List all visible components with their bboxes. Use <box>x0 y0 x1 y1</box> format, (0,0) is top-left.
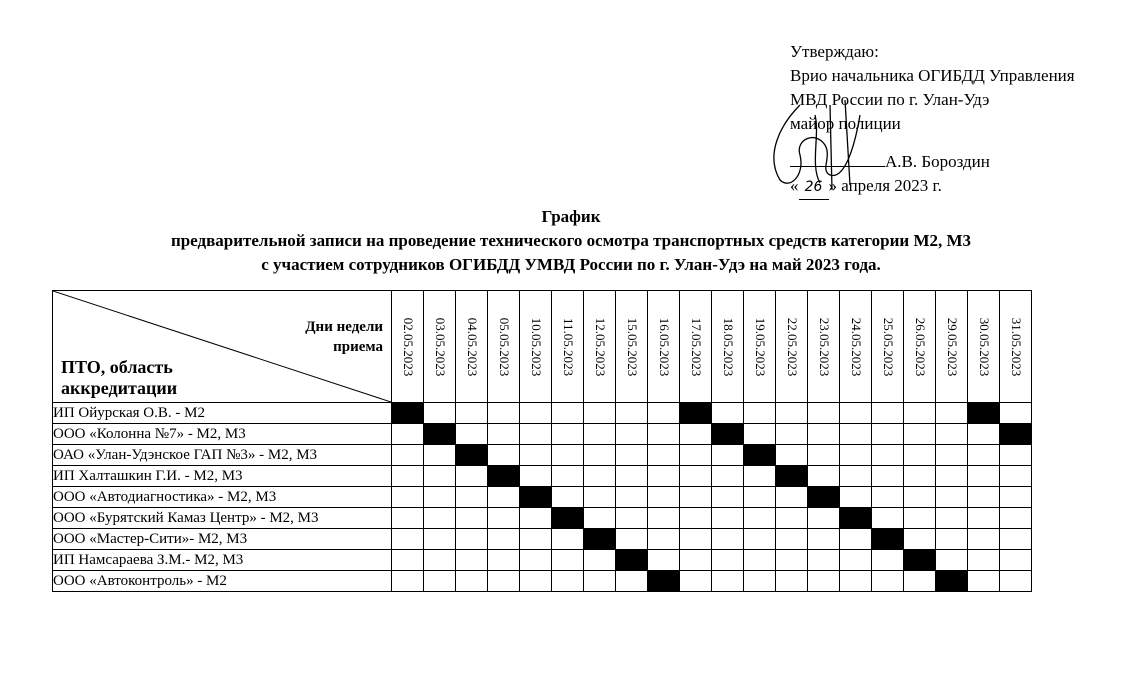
schedule-cell <box>776 550 808 571</box>
schedule-cell <box>552 529 584 550</box>
table-row <box>53 445 1032 466</box>
organization-name: ОАО «Улан-Удэнское ГАП №3» - М2, М3 <box>53 445 392 466</box>
schedule-cell-active <box>904 550 936 571</box>
schedule-cell <box>616 529 648 550</box>
date-label: 26.05.2023 <box>912 317 928 376</box>
schedule-cell <box>456 529 488 550</box>
schedule-cell <box>968 424 1000 445</box>
date-label: 02.05.2023 <box>400 317 416 376</box>
schedule-cell <box>392 424 424 445</box>
corner-days-line1: Дни недели <box>305 319 383 335</box>
schedule-cell <box>936 550 968 571</box>
schedule-cell <box>520 445 552 466</box>
schedule-cell <box>744 403 776 424</box>
schedule-cell <box>744 508 776 529</box>
schedule-cell-active <box>808 487 840 508</box>
schedule-cell <box>584 466 616 487</box>
schedule-cell <box>1000 508 1032 529</box>
schedule-cell <box>776 403 808 424</box>
schedule-cell <box>392 445 424 466</box>
schedule-cell <box>712 529 744 550</box>
schedule-cell <box>616 403 648 424</box>
schedule-cell <box>968 529 1000 550</box>
schedule-cell <box>552 424 584 445</box>
schedule-cell <box>424 571 456 592</box>
date-month-year: » апреля 2023 г. <box>828 176 942 195</box>
date-column-header <box>968 291 1000 403</box>
date-column-header <box>904 291 936 403</box>
schedule-cell <box>808 550 840 571</box>
schedule-cell <box>552 466 584 487</box>
date-label: 10.05.2023 <box>528 317 544 376</box>
schedule-cell <box>712 550 744 571</box>
schedule-cell <box>936 445 968 466</box>
table-row <box>53 466 1032 487</box>
schedule-cell <box>904 403 936 424</box>
table-header-row <box>53 291 1032 403</box>
schedule-cell <box>776 571 808 592</box>
schedule-cell <box>1000 571 1032 592</box>
schedule-cell <box>648 508 680 529</box>
date-label: 04.05.2023 <box>464 317 480 376</box>
schedule-cell <box>552 571 584 592</box>
schedule-cell-active <box>456 445 488 466</box>
date-label: 15.05.2023 <box>624 317 640 376</box>
schedule-cell <box>808 466 840 487</box>
schedule-cell <box>1000 445 1032 466</box>
schedule-cell <box>488 403 520 424</box>
schedule-cell <box>872 487 904 508</box>
schedule-cell <box>904 487 936 508</box>
schedule-cell <box>520 424 552 445</box>
schedule-cell-active <box>424 424 456 445</box>
schedule-cell <box>456 424 488 445</box>
schedule-cell <box>648 445 680 466</box>
schedule-cell <box>424 466 456 487</box>
schedule-cell <box>680 487 712 508</box>
schedule-cell <box>712 403 744 424</box>
date-column-header <box>744 291 776 403</box>
schedule-cell <box>680 466 712 487</box>
schedule-cell <box>712 466 744 487</box>
schedule-cell <box>1000 550 1032 571</box>
table-body <box>53 403 1032 592</box>
date-label: 12.05.2023 <box>592 317 608 376</box>
organization-name: ИП Халташкин Г.И. - М2, М3 <box>53 466 392 487</box>
schedule-cell <box>488 508 520 529</box>
schedule-cell <box>488 529 520 550</box>
schedule-cell <box>872 403 904 424</box>
organization-name: ООО «Мастер-Сити»- М2, М3 <box>53 529 392 550</box>
schedule-cell <box>456 466 488 487</box>
schedule-cell <box>840 424 872 445</box>
schedule-cell <box>968 508 1000 529</box>
date-label: 25.05.2023 <box>880 317 896 376</box>
schedule-cell <box>968 445 1000 466</box>
schedule-cell <box>840 571 872 592</box>
schedule-cell <box>680 550 712 571</box>
schedule-cell-active <box>392 403 424 424</box>
schedule-cell <box>680 508 712 529</box>
schedule-cell <box>872 550 904 571</box>
schedule-cell <box>744 571 776 592</box>
schedule-cell <box>424 403 456 424</box>
date-label: 29.05.2023 <box>944 317 960 376</box>
date-label: 16.05.2023 <box>656 317 672 376</box>
schedule-cell <box>904 466 936 487</box>
schedule-cell <box>680 571 712 592</box>
schedule-cell <box>840 466 872 487</box>
schedule-cell <box>776 508 808 529</box>
schedule-cell <box>680 529 712 550</box>
schedule-cell <box>616 508 648 529</box>
schedule-cell <box>648 424 680 445</box>
schedule-cell <box>520 529 552 550</box>
corner-days-label <box>305 317 383 357</box>
date-column-header <box>424 291 456 403</box>
date-column-header <box>872 291 904 403</box>
schedule-cell <box>424 445 456 466</box>
date-label: 18.05.2023 <box>720 317 736 376</box>
organization-name: ООО «Бурятский Камаз Центр» - М2, М3 <box>53 508 392 529</box>
date-column-header <box>1000 291 1032 403</box>
schedule-cell <box>936 403 968 424</box>
corner-pto-line1: ПТО, область <box>61 357 173 377</box>
corner-pto-label <box>61 357 177 399</box>
schedule-cell-active <box>584 529 616 550</box>
schedule-cell <box>520 571 552 592</box>
schedule-cell <box>424 550 456 571</box>
schedule-cell-active <box>936 571 968 592</box>
schedule-cell <box>392 529 424 550</box>
schedule-cell <box>456 508 488 529</box>
schedule-cell <box>904 445 936 466</box>
schedule-cell <box>840 487 872 508</box>
schedule-cell-active <box>648 571 680 592</box>
schedule-cell <box>1000 403 1032 424</box>
schedule-cell <box>392 550 424 571</box>
date-label: 24.05.2023 <box>848 317 864 376</box>
table-row <box>53 403 1032 424</box>
date-label: 30.05.2023 <box>976 317 992 376</box>
schedule-cell <box>808 508 840 529</box>
schedule-cell <box>648 403 680 424</box>
schedule-cell <box>488 550 520 571</box>
approval-heading: Утверждаю: <box>790 42 879 61</box>
schedule-cell <box>776 487 808 508</box>
schedule-cell <box>616 571 648 592</box>
schedule-cell-active <box>552 508 584 529</box>
date-column-header <box>552 291 584 403</box>
organization-name: ИП Намсараева З.М.- М2, М3 <box>53 550 392 571</box>
handwritten-signature <box>760 85 870 195</box>
document-title: График <box>541 207 601 226</box>
schedule-cell <box>872 424 904 445</box>
schedule-cell <box>616 445 648 466</box>
schedule-table <box>52 290 1032 592</box>
organization-name: ООО «Автодиагностика» - М2, М3 <box>53 487 392 508</box>
schedule-cell <box>840 445 872 466</box>
schedule-cell <box>520 403 552 424</box>
document-subtitle-1: предварительной записи на проведение технического осмотра транспортных средств категории М2, М3 <box>170 231 972 250</box>
date-column-header <box>456 291 488 403</box>
schedule-cell <box>424 487 456 508</box>
schedule-cell <box>584 424 616 445</box>
schedule-cell <box>552 403 584 424</box>
schedule-cell <box>680 445 712 466</box>
date-open-quote: « <box>790 176 799 195</box>
table-row <box>53 550 1032 571</box>
date-column-header <box>648 291 680 403</box>
date-column-header <box>392 291 424 403</box>
corner-days-line2: приема <box>333 339 383 355</box>
table-row <box>53 424 1032 445</box>
schedule-cell <box>584 487 616 508</box>
schedule-cell <box>392 571 424 592</box>
schedule-cell <box>936 424 968 445</box>
schedule-cell <box>872 445 904 466</box>
schedule-cell <box>648 466 680 487</box>
schedule-cell <box>456 487 488 508</box>
approval-rank: майор полиции <box>790 114 901 133</box>
schedule-cell-active <box>840 508 872 529</box>
schedule-cell <box>904 529 936 550</box>
schedule-cell <box>776 445 808 466</box>
date-column-header <box>488 291 520 403</box>
schedule-cell <box>872 571 904 592</box>
schedule-cell <box>744 424 776 445</box>
approval-department: МВД России по г. Улан-Удэ <box>790 90 990 109</box>
schedule-cell <box>808 445 840 466</box>
schedule-cell <box>552 487 584 508</box>
date-label: 11.05.2023 <box>560 317 576 376</box>
date-column-header <box>776 291 808 403</box>
schedule-cell <box>392 487 424 508</box>
signer-name: А.В. Бороздин <box>885 152 990 171</box>
schedule-cell <box>968 571 1000 592</box>
schedule-cell <box>1000 487 1032 508</box>
schedule-cell <box>808 571 840 592</box>
schedule-cell <box>968 550 1000 571</box>
schedule-cell <box>808 424 840 445</box>
schedule-cell <box>904 424 936 445</box>
schedule-cell-active <box>776 466 808 487</box>
date-label: 22.05.2023 <box>784 317 800 376</box>
date-column-header <box>840 291 872 403</box>
schedule-cell <box>712 487 744 508</box>
date-label: 19.05.2023 <box>752 317 768 376</box>
organization-name: ООО «Автоконтроль» - М2 <box>53 571 392 592</box>
date-label: 23.05.2023 <box>816 317 832 376</box>
schedule-cell <box>712 445 744 466</box>
schedule-cell <box>744 466 776 487</box>
schedule-cell <box>520 466 552 487</box>
schedule-cell <box>584 550 616 571</box>
schedule-cell <box>552 445 584 466</box>
schedule-cell <box>392 508 424 529</box>
schedule-cell-active <box>616 550 648 571</box>
schedule-cell <box>840 550 872 571</box>
table-row <box>53 529 1032 550</box>
schedule-cell-active <box>872 529 904 550</box>
table-corner-cell <box>53 291 392 403</box>
schedule-cell <box>648 529 680 550</box>
schedule-cell <box>584 445 616 466</box>
table-row <box>53 571 1032 592</box>
schedule-cell <box>456 571 488 592</box>
schedule-cell-active <box>968 403 1000 424</box>
schedule-cell <box>456 403 488 424</box>
schedule-cell-active <box>744 445 776 466</box>
schedule-cell <box>808 529 840 550</box>
schedule-cell <box>808 403 840 424</box>
schedule-cell <box>488 445 520 466</box>
date-label: 17.05.2023 <box>688 317 704 376</box>
date-day: 26 <box>799 175 829 200</box>
schedule-cell <box>520 550 552 571</box>
table-row <box>53 487 1032 508</box>
schedule-cell <box>584 571 616 592</box>
schedule-cell <box>872 508 904 529</box>
schedule-cell <box>680 424 712 445</box>
schedule-cell <box>616 487 648 508</box>
schedule-cell <box>520 508 552 529</box>
approval-position: Врио начальника ОГИБДД Управления <box>790 66 1075 85</box>
date-column-header <box>808 291 840 403</box>
schedule-cell-active <box>1000 424 1032 445</box>
organization-name: ИП Ойурская О.В. - М2 <box>53 403 392 424</box>
schedule-cell <box>872 466 904 487</box>
schedule-cell <box>840 403 872 424</box>
schedule-cell <box>712 571 744 592</box>
schedule-cell <box>424 529 456 550</box>
schedule-cell <box>936 508 968 529</box>
schedule-cell <box>392 466 424 487</box>
schedule-cell <box>936 529 968 550</box>
schedule-cell-active <box>488 466 520 487</box>
schedule-cell <box>648 487 680 508</box>
date-label: 03.05.2023 <box>432 317 448 376</box>
schedule-cell <box>776 529 808 550</box>
schedule-cell <box>968 487 1000 508</box>
schedule-cell <box>488 424 520 445</box>
schedule-cell <box>488 487 520 508</box>
schedule-cell <box>968 466 1000 487</box>
document-subtitle-2: с участием сотрудников ОГИБДД УМВД России по г. Улан-Удэ на май 2023 года. <box>261 255 881 274</box>
schedule-cell <box>584 508 616 529</box>
schedule-cell <box>712 508 744 529</box>
schedule-cell <box>616 424 648 445</box>
schedule-cell <box>1000 466 1032 487</box>
date-label: 31.05.2023 <box>1008 317 1024 376</box>
schedule-cell <box>776 424 808 445</box>
date-column-header <box>712 291 744 403</box>
schedule-cell-active <box>680 403 712 424</box>
schedule-cell <box>424 508 456 529</box>
schedule-cell <box>488 571 520 592</box>
schedule-cell <box>744 487 776 508</box>
schedule-cell <box>584 403 616 424</box>
schedule-cell <box>936 487 968 508</box>
date-column-header <box>680 291 712 403</box>
schedule-cell <box>904 571 936 592</box>
table-row <box>53 508 1032 529</box>
date-label: 05.05.2023 <box>496 317 512 376</box>
schedule-cell <box>456 550 488 571</box>
schedule-cell <box>648 550 680 571</box>
schedule-cell-active <box>712 424 744 445</box>
schedule-cell-active <box>520 487 552 508</box>
schedule-cell <box>840 529 872 550</box>
schedule-cell <box>552 550 584 571</box>
corner-pto-line2: аккредитации <box>61 378 178 398</box>
schedule-cell <box>904 508 936 529</box>
date-column-header <box>520 291 552 403</box>
schedule-cell <box>936 466 968 487</box>
date-column-header <box>936 291 968 403</box>
schedule-cell <box>616 466 648 487</box>
schedule-cell <box>744 550 776 571</box>
date-column-header <box>584 291 616 403</box>
date-column-header <box>616 291 648 403</box>
schedule-cell <box>1000 529 1032 550</box>
organization-name: ООО «Колонна №7» - М2, М3 <box>53 424 392 445</box>
schedule-cell <box>744 529 776 550</box>
